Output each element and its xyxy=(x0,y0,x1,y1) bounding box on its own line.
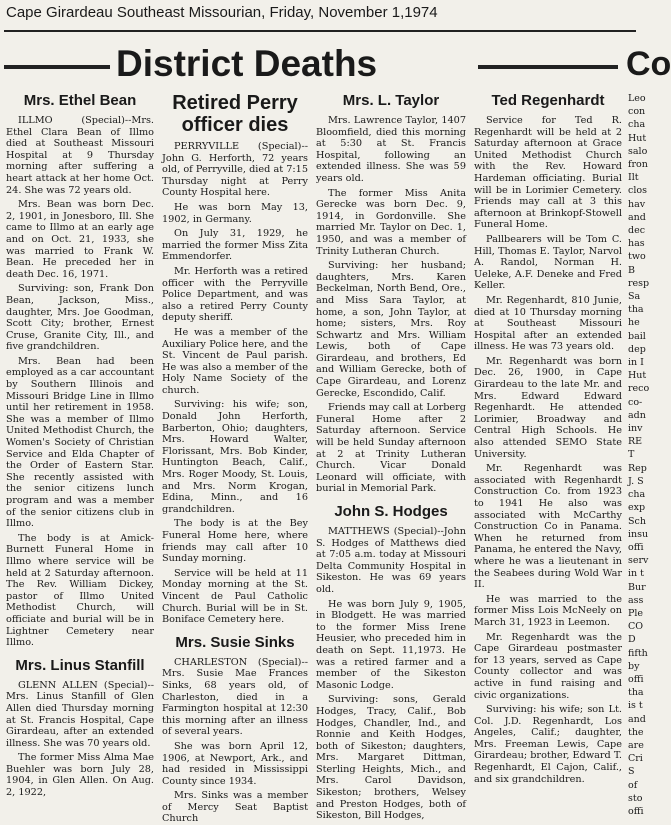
fragment-line: insu xyxy=(628,528,649,540)
fragment-line: hav xyxy=(628,198,646,210)
fragment-line: con xyxy=(628,106,646,118)
fragment-line: tha xyxy=(628,304,644,316)
fragment-line: Cri xyxy=(628,753,643,765)
fragment-line: cha xyxy=(628,119,646,131)
column-2 xyxy=(162,92,308,825)
paragraph: Service for Ted R. Regenhardt will be held at 2 Saturday afternoon at Grace United Methodist Church with the Rev. Howard Hardeman officiating. Burial will be in Lorimier Cemetery. Friends may call at 3 this afternoon at Brinkopf-Stowell Funeral Home. xyxy=(474,115,622,231)
paragraph: The body is at Amick-Burnett Funeral Home in Illmo where service will be held at 2 Saturday afternoon. The Rev. William Dickey, pastor of Illmo United Methodist Church, will officiate and burial will be in Lightner Cemetery near Illmo. xyxy=(6,532,154,649)
banner-rule-right xyxy=(478,65,618,69)
fragment-line: fron xyxy=(628,159,648,171)
fragment-line: Sch xyxy=(628,515,646,527)
paragraph: GLENN ALLEN (Special)-- Mrs. Linus Stanfill of Glen Allen died Thursday morning at St. Francis Hospital, Cape Girardeau, after an extended illness. She was 70 years old. xyxy=(6,679,154,749)
paragraph: Surviving: sons, Gerald Hodges, Tracy, Calif., Bob Hodges, Chandler, Ind., and Ronnie and Keith Hodges, both of Sikeston; daughters, Mrs. Margaret Dittman, Sterling Heights, Mich., and Mrs. Carol Davidson, Sikeston; brothers, Welsey and Preston Hodges, both of Sikeston, Bill Hodges, xyxy=(316,694,466,822)
obituary-heading: Retired Perry officer dies xyxy=(172,92,298,136)
paragraph: Surviving: his wife; son Lt. Col. J.D. Regenhardt, Los Angeles, Calif.; daughter, Mrs. Freeman Lewis, Cape Girardeau; brother, Edward T. Regenhardt, El Cajon, Calif., and six grandchildren. xyxy=(474,704,622,785)
fragment-line: fifth xyxy=(628,647,648,659)
next-title-fragment: Co xyxy=(626,45,671,83)
fragment-line: RE xyxy=(628,436,643,448)
paragraph: Pallbearers will be Tom C. Hill, Thomas E. Taylor, Narvol A. Randol, Norman H. Ueleke, A.F. Deneke and Fred Keller. xyxy=(474,233,622,292)
section-banner xyxy=(0,38,671,90)
paragraph: Mrs. Sinks was a member of Mercy Seat Baptist Church xyxy=(162,790,308,825)
fragment-line: co- xyxy=(628,396,643,408)
fragment-line: ass xyxy=(628,594,644,606)
fragment-line: CO xyxy=(628,621,644,633)
fragment-line: clos xyxy=(628,185,647,197)
fragment-line: Hut xyxy=(628,132,647,144)
paragraph: MATTHEWS (Special)--John S. Hodges of Matthews died at 7:05 a.m. today at Missouri Delta Community Hospital in Sikeston. He was 69 years old. xyxy=(316,526,466,595)
paragraph: The body is at the Bey Funeral Home here, where friends may call after 10 Sunday morning. xyxy=(162,518,308,565)
obituary-heading: Ted Regenhardt xyxy=(491,92,605,109)
fragment-line: Bur xyxy=(628,581,646,593)
paragraph: She was born April 12, 1906, at Newport, Ark., and had resided in Mississippi County since 1934. xyxy=(162,740,308,787)
fragment-line: by xyxy=(628,660,640,672)
fragment-line: tha xyxy=(628,687,644,699)
masthead-rule xyxy=(4,30,636,32)
section-title: District Deaths xyxy=(116,43,378,84)
fragment-line: offi xyxy=(628,805,644,817)
fragment-line: T xyxy=(628,449,635,461)
obituary-heading: Mrs. Susie Sinks xyxy=(175,633,295,651)
paragraph: The former Miss Anita Gerecke was born Dec. 9, 1914, in Gordonville. She married Mr. Taylor on Dec. 1, 1950, and was a member of Trinity Lutheran Church. xyxy=(316,187,466,257)
banner-rule-left xyxy=(4,65,110,69)
fragment-line: serv xyxy=(628,555,649,567)
paragraph: He was married to the former Miss Lois McNeely on March 31, 1923 in Leemon. xyxy=(474,593,622,628)
fragment-lines xyxy=(628,92,650,818)
fragment-line: has xyxy=(628,238,645,250)
paragraph: He was a member of the Auxiliary Police here, and the St. Vincent de Paul parish. He was also a member of the Holy Name Society of the church. xyxy=(162,326,308,396)
fragment-line: J. S xyxy=(628,475,644,487)
paragraph: CHARLESTON (Special)-- Mrs. Susie Mae Frances Sinks, 68 years old, of Charleston, died in a Farmington hospital at 12:30 this morning after an illness of several years. xyxy=(162,656,308,738)
paragraph: He was born May 13, 1902, in Germany. xyxy=(162,201,308,225)
fragment-line: Ple xyxy=(628,607,644,619)
fragment-line: in t xyxy=(628,568,644,580)
fragment-line: cha xyxy=(628,489,646,501)
column-3 xyxy=(316,92,466,822)
paragraph: On July 31, 1929, he married the former Miss Zita Emmendorfer. xyxy=(162,228,308,263)
fragment-line: Ilt xyxy=(628,172,639,184)
column-4 xyxy=(474,92,622,819)
fragment-line: Leo xyxy=(628,93,646,104)
fragment-line: he xyxy=(628,317,640,329)
paragraph: The former Miss Alma Mae Buehler was born July 28, 1904, in Glen Allen. On Aug. 2, 1922, xyxy=(6,752,154,799)
fragment-line: sto xyxy=(628,792,643,804)
fragment-line: adn xyxy=(628,409,646,421)
fragment-line: the xyxy=(628,726,644,738)
masthead: Cape Girardeau Southeast Missourian, Friday, November 1,1974 xyxy=(6,4,438,21)
paragraph: PERRYVILLE (Special)-- John G. Herforth, 72 years old, of Perryville, died at 7:15 Thursday night at Perry County Hospital here. xyxy=(162,141,308,199)
paragraph: Mrs. Lawrence Taylor, 1407 Bloomfield, died this morning at 5:30 at St. Francis Hospital, following an extended illness. She was 59 years old. xyxy=(316,115,466,184)
fragment-line: reco xyxy=(628,383,650,395)
fragment-line: offi xyxy=(628,673,644,685)
paragraph: ILLMO (Special)--Mrs. Ethel Clara Bean of Illmo died at Southeast Missouri Hospital at 9 Thursday morning after suffering a heart attack at her home Oct. 24. She was 72 years old. xyxy=(6,115,154,196)
fragment-line: Sa xyxy=(628,291,641,303)
fragment-line: dec xyxy=(628,225,646,237)
paragraph: Mr. Regenhardt, 810 Junie, died at 10 Thursday morning at Southeast Missouri Hospital after an extended illness. He was 73 years old. xyxy=(474,294,622,353)
paragraph: Friends may call at Lorberg Funeral Home after 2 Saturday afternoon. Service will be held Sunday afternoon at 2 at Trinity Lutheran Church. Vicar Donald Leonard will officiate, with burial in Memorial Park. xyxy=(316,402,466,495)
fragment-line: and xyxy=(628,211,646,223)
obituary-heading: Mrs. Ethel Bean xyxy=(23,92,137,109)
paragraph: Mr. Regenhardt was associated with Regenhardt Construction Co. from 1923 to 1941 He also was associated with McCarthy Construction Co in Panama. When he returned from Panama, he entered the Navy, where he was a lieutenant in the Seabees during Wold War II. xyxy=(474,463,622,591)
paragraph: Surviving: her husband; daughters, Mrs. Karen Beckelman, North Bend, Ore., and Miss Sara Taylor, at home, a son, John Taylor, at home; sisters, Mrs. Roy Schwartz and Mrs. William Lewis, both of Cape Girardeau, and brothers, Ed and William Gerecke, both of Cape Girardeau, and Lorenz Gerecke, Escondido, Calif. xyxy=(316,260,466,399)
paragraph: Mrs. Bean had been employed as a car accountant by Southern Illinois and Missouri Bridge Line in Illmo until her retirement in 1958. She was a member of Illmo United Methodist Church, the Women's Society of Christian Service and Elda Chapter of the Order of Eastern Star. She recently assisted with the senior citizens lunch program and was a member of the senior citizens club in Illmo. xyxy=(6,355,154,530)
fragment-line: resp xyxy=(628,277,650,289)
fragment-line: two xyxy=(628,251,646,263)
paragraph: He was born July 9, 1905, in Blodgett. He was married to the former Miss Irene Heusier, who preceded him in death on Sept. 11,1973. He was a retired farmer and a member of the Sikeston Masonic Lodge. xyxy=(316,598,466,691)
fragment-line: inv xyxy=(628,423,643,435)
obituary-heading: John S. Hodges xyxy=(334,503,448,520)
paragraph: Service will be held at 11 Monday morning at the St. Vincent de Paul Catholic Church. Burial will be in St. Boniface Cemetery here. xyxy=(162,567,308,626)
fragment-line: bail xyxy=(628,330,646,342)
fragment-line: D xyxy=(628,634,636,646)
fragment-line: are xyxy=(628,739,644,751)
fragment-line: salo xyxy=(628,145,648,157)
fragment-line: Hut xyxy=(628,370,647,382)
fragment-line: dep xyxy=(628,343,646,355)
fragment-line: Rep xyxy=(628,462,647,474)
fragment-line: in I xyxy=(628,357,644,369)
paragraph: Mr. Regenhardt was born Dec. 26, 1900, in Cape Girardeau to the late Mr. and Mrs. Edward Edward Regenhardt. He attended Lorimier, Broadway and Central High Schools. He also attended SEMO State University. xyxy=(474,355,622,460)
fragment-line: S xyxy=(628,766,635,778)
paragraph: Mr. Herforth was a retired officer with the Perryville Police Department, and was also a retired Perry County deputy sheriff. xyxy=(162,265,308,324)
fragment-line: offi xyxy=(628,541,644,553)
column-5-fragment xyxy=(628,92,650,819)
paragraph: Mr. Regenhardt was the Cape Girardeau postmaster for 13 years, served as Cape County collector and was active in fund raising and civic organizations. xyxy=(474,631,622,701)
paragraph: Mrs. Bean was born Dec. 2, 1901, in Jonesboro, Ill. She came to Illmo at an early age and on Oct. 21, 1933, she was married to Frank W. Bean. He preceded her in death Dec. 16, 1971. xyxy=(6,199,154,280)
fragment-line: of xyxy=(628,779,638,791)
column-1 xyxy=(6,92,154,819)
fragment-line: exp xyxy=(628,502,646,514)
fragment-line: is t xyxy=(628,700,643,712)
paragraph: Surviving: his wife; son, Donald John Herforth, Barberton, Ohio; daughters, Mrs. Howard Walter, Florissant, Mrs. Bob Kinder, Huntington Beach, Calif., Mrs. Roger Moody, St. Louis, and Mrs. Norm Krogan, Edina, Minn., and 16 grandchildren. xyxy=(162,399,308,515)
obituary-heading: Mrs. Linus Stanfill xyxy=(15,656,145,674)
obituary-heading: Mrs. L. Taylor xyxy=(342,92,440,109)
fragment-line: and xyxy=(628,713,646,725)
paragraph: Surviving: son, Frank Don Bean, Jackson, Miss., daughter, Mrs. Joe Goodman, Scott City; brother, Ernest Cruse, Granite City, Ill., and five grandchildren. xyxy=(6,283,154,353)
fragment-line: B xyxy=(628,264,635,276)
